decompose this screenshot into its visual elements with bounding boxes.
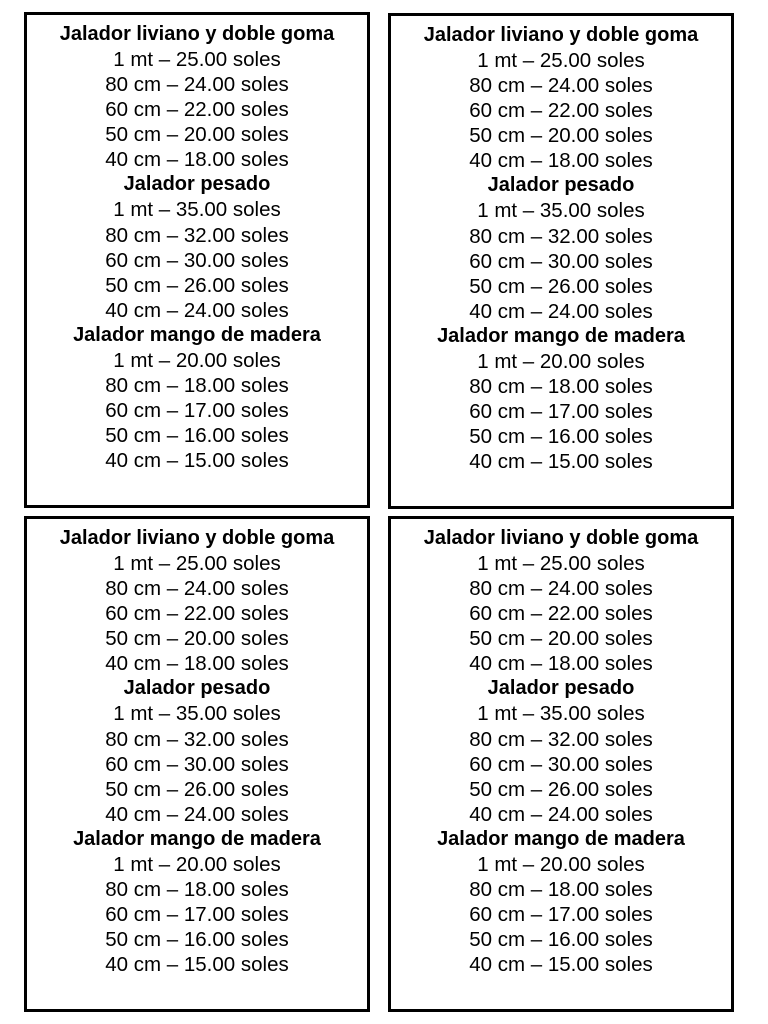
price-line: 50 cm – 20.00 soles — [469, 627, 653, 651]
price-line: 40 cm – 15.00 soles — [469, 450, 653, 474]
price-line: 1 mt – 35.00 soles — [113, 198, 281, 222]
price-line: 50 cm – 26.00 soles — [469, 274, 653, 298]
price-card — [388, 13, 734, 509]
price-line: 1 mt – 35.00 soles — [113, 702, 281, 726]
price-line: 40 cm – 24.00 soles — [469, 802, 653, 826]
price-line: 40 cm – 24.00 soles — [469, 299, 653, 323]
price-line: 40 cm – 18.00 soles — [469, 149, 653, 173]
price-line: 80 cm – 18.00 soles — [105, 878, 289, 902]
price-line: 80 cm – 32.00 soles — [469, 224, 653, 248]
price-line: 50 cm – 20.00 soles — [105, 123, 289, 147]
price-line: 1 mt – 25.00 soles — [113, 552, 281, 575]
price-line: 1 mt – 20.00 soles — [477, 349, 645, 373]
price-line: 80 cm – 32.00 soles — [469, 727, 653, 751]
section-title-liviano: Jalador liviano y doble goma — [59, 23, 335, 45]
price-line: 80 cm – 18.00 soles — [469, 375, 653, 399]
section-title-liviano: Jalador liviano y doble goma — [423, 24, 699, 46]
price-line: 40 cm – 18.00 soles — [469, 652, 653, 676]
section-title-liviano: Jalador liviano y doble goma — [423, 527, 699, 549]
price-line: 60 cm – 17.00 soles — [105, 399, 289, 423]
section-title-pesado: Jalador pesado — [123, 677, 271, 700]
price-line: 1 mt – 20.00 soles — [477, 852, 645, 876]
section-title-pesado: Jalador pesado — [123, 173, 271, 196]
price-line: 40 cm – 24.00 soles — [105, 298, 289, 322]
price-line: 60 cm – 22.00 soles — [469, 602, 653, 626]
price-line: 40 cm – 18.00 soles — [105, 148, 289, 172]
price-line: 50 cm – 16.00 soles — [469, 425, 653, 449]
price-line: 40 cm – 15.00 soles — [105, 449, 289, 473]
price-line: 80 cm – 24.00 soles — [105, 577, 289, 601]
price-line: 60 cm – 17.00 soles — [469, 903, 653, 927]
price-line: 1 mt – 20.00 soles — [113, 348, 281, 372]
price-line: 1 mt – 25.00 soles — [477, 49, 645, 72]
price-line: 80 cm – 18.00 soles — [105, 374, 289, 398]
price-line: 40 cm – 15.00 soles — [105, 953, 289, 977]
price-line: 80 cm – 18.00 soles — [469, 878, 653, 902]
price-line: 40 cm – 15.00 soles — [469, 953, 653, 977]
price-card — [24, 516, 370, 1012]
section-title-madera: Jalador mango de madera — [73, 827, 321, 850]
price-line: 60 cm – 22.00 soles — [105, 98, 289, 122]
price-line: 50 cm – 20.00 soles — [105, 627, 289, 651]
section-title-liviano: Jalador liviano y doble goma — [59, 527, 335, 549]
price-line: 60 cm – 22.00 soles — [469, 99, 653, 123]
price-line: 60 cm – 30.00 soles — [469, 752, 653, 776]
price-line: 80 cm – 24.00 soles — [469, 577, 653, 601]
price-line: 1 mt – 25.00 soles — [477, 552, 645, 575]
section-title-madera: Jalador mango de madera — [437, 324, 685, 347]
price-line: 80 cm – 32.00 soles — [105, 223, 289, 247]
price-line: 50 cm – 16.00 soles — [469, 928, 653, 952]
price-card — [24, 12, 370, 508]
price-line: 40 cm – 18.00 soles — [105, 652, 289, 676]
section-title-madera: Jalador mango de madera — [73, 323, 321, 346]
price-line: 80 cm – 24.00 soles — [105, 73, 289, 97]
price-line: 1 mt – 25.00 soles — [113, 48, 281, 71]
price-line: 80 cm – 32.00 soles — [105, 727, 289, 751]
price-line: 50 cm – 26.00 soles — [105, 273, 289, 297]
price-line: 1 mt – 35.00 soles — [477, 199, 645, 223]
price-line: 60 cm – 30.00 soles — [469, 249, 653, 273]
section-title-madera: Jalador mango de madera — [437, 827, 685, 850]
price-line: 40 cm – 24.00 soles — [105, 802, 289, 826]
section-title-pesado: Jalador pesado — [487, 174, 635, 197]
price-line: 50 cm – 26.00 soles — [105, 777, 289, 801]
price-line: 1 mt – 35.00 soles — [477, 702, 645, 726]
price-line: 60 cm – 30.00 soles — [105, 248, 289, 272]
price-line: 60 cm – 17.00 soles — [469, 400, 653, 424]
price-line: 50 cm – 16.00 soles — [105, 928, 289, 952]
price-card — [388, 516, 734, 1012]
price-line: 1 mt – 20.00 soles — [113, 852, 281, 876]
price-line: 60 cm – 22.00 soles — [105, 602, 289, 626]
price-line: 50 cm – 20.00 soles — [469, 124, 653, 148]
price-line: 50 cm – 26.00 soles — [469, 777, 653, 801]
price-line: 60 cm – 17.00 soles — [105, 903, 289, 927]
price-line: 80 cm – 24.00 soles — [469, 74, 653, 98]
price-line: 60 cm – 30.00 soles — [105, 752, 289, 776]
section-title-pesado: Jalador pesado — [487, 677, 635, 700]
price-line: 50 cm – 16.00 soles — [105, 424, 289, 448]
